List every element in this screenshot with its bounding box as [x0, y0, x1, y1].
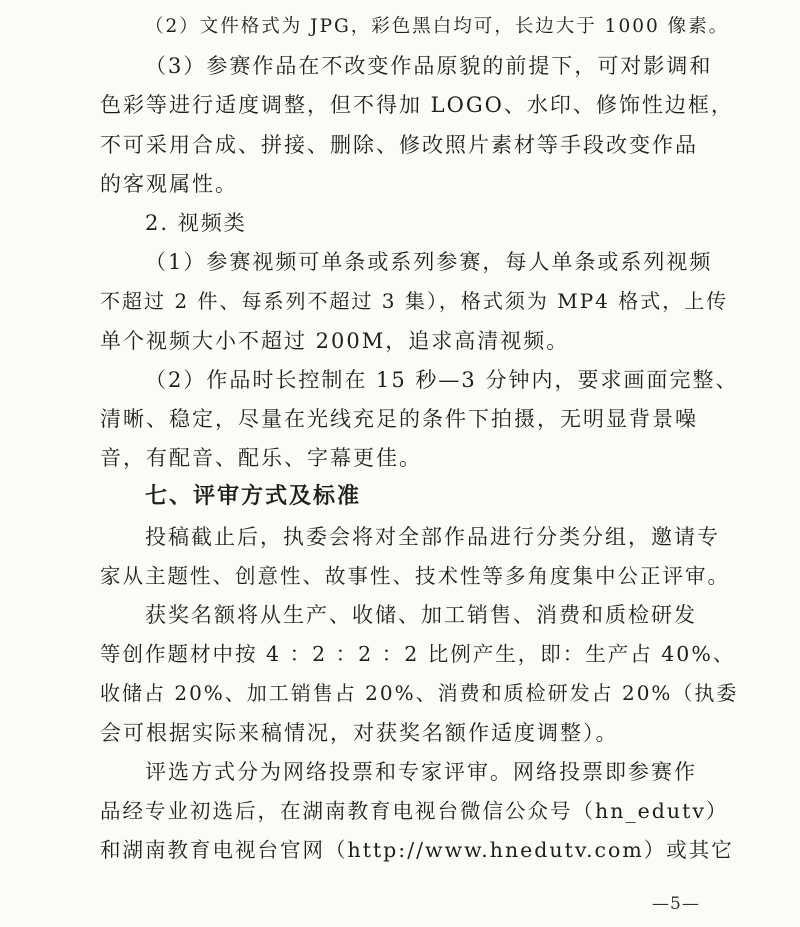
- subheading: 2. 视频类: [145, 211, 247, 235]
- paragraph-line: 家从主题性、创意性、故事性、技术性等多角度集中公正评审。: [100, 563, 730, 588]
- paragraph-line: 的客观属性。: [100, 171, 238, 196]
- paragraph-line: 收储占 20%、加工销售占 20%、消费和质检研发占 20%（执委: [100, 681, 739, 706]
- page-number: —5—: [652, 894, 700, 914]
- paragraph-line: 不可采用合成、拼接、删除、修改照片素材等手段改变作品: [100, 132, 698, 157]
- paragraph-line: （2）文件格式为 JPG，彩色黑白均可，长边大于 1000 像素。: [145, 16, 730, 37]
- paragraph-line: 品经专业初选后，在湖南教育电视台微信公众号（hn_edutv）: [100, 799, 729, 823]
- paragraph-line: （3）参赛作品在不改变作品原貌的前提下，可对影调和: [145, 54, 713, 79]
- section-heading: 七、评审方式及标准: [145, 484, 362, 510]
- paragraph-line: 获奖名额将从生产、收储、加工销售、消费和质检研发: [145, 603, 697, 627]
- paragraph-line: 不超过 2 件、每系列不超过 3 集），格式须为 MP4 格式，上传: [100, 289, 729, 314]
- paragraph-line: 单个视频大小不超过 200M，追求高清视频。: [100, 328, 570, 353]
- paragraph-line: 评选方式分为网络投票和专家评审。网络投票即参赛作: [145, 759, 697, 784]
- paragraph-line: 和湖南教育电视台官网（http://www.hnedutv.com）或其它: [100, 838, 734, 863]
- paragraph-line: （1）参赛视频可单条或系列参赛，每人单条或系列视频: [145, 250, 713, 275]
- paragraph-line: 等创作题材中按 4 ：2 ：2 ：2 比例产生，即：生产占 40%、: [100, 642, 736, 667]
- paragraph-line: 投稿截止后，执委会将对全部作品进行分类分组，邀请专: [145, 524, 720, 549]
- paragraph-line: 清晰、稳定，尽量在光线充足的条件下拍摄，无明显背景噪: [100, 407, 698, 431]
- paragraph-line: 会可根据实际来稿情况，对获奖名额作适度调整）。: [100, 720, 619, 745]
- paragraph-line: 色彩等进行适度调整，但不得加 LOGO、水印、修饰性边框，: [100, 93, 734, 118]
- paragraph-line: （2）作品时长控制在 15 秒—3 分钟内，要求画面完整、: [145, 367, 739, 392]
- paragraph-line: 音，有配音、配乐、字幕更佳。: [100, 446, 422, 471]
